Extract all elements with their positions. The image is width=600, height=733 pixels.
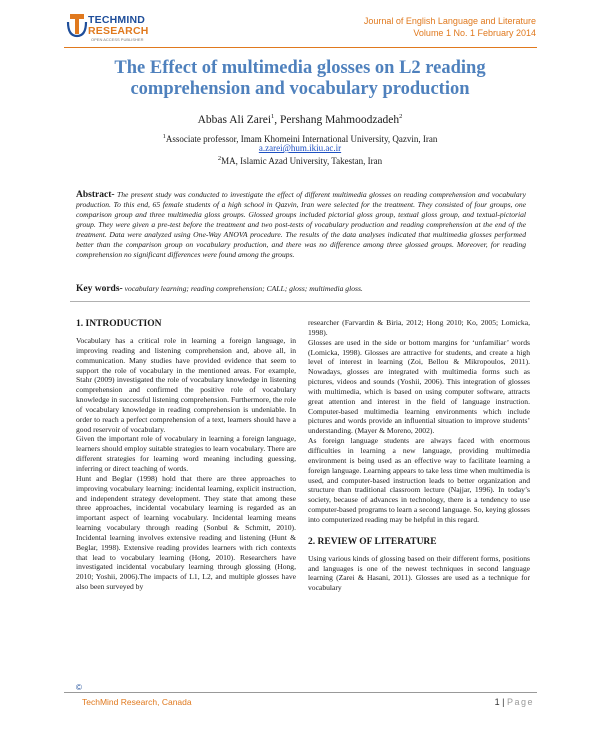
affiliation-1-text: Associate professor, Imam Khomeini International University, Qazvin, Iran bbox=[165, 134, 438, 144]
body-column-right bbox=[308, 318, 530, 593]
affiliation-2-text: MA, Islamic Azad University, Takestan, Iran bbox=[221, 156, 383, 166]
intro-paragraph-1: Vocabulary has a critical role in learning a foreign language, in improving reading and listening comprehension and, above all, in communication. Many studies have provided evidence that seem to support the role of vocabulary in the mentioned areas. For example, Stahr (2009) investigated the role of vocabulary knowledge in listening comprehension and confirmed the positive role of vocabulary knowledge in successful listening comprehension. Furthermore, the role of vocabulary knowledge in reading comprehension is undeniable. In order to reach a perfect comprehension of a text, learners should have a good reservoir of vocabulary. bbox=[76, 336, 296, 434]
journal-info bbox=[364, 15, 536, 39]
abstract-text: The present study was conducted to investigate the effect of different multimedia glosses on reading comprehension and vocabulary production. To this end, 65 female students of a high school in Qazvin, Iran were selected for the treatment. They consisted of four groups, one comparison group and three multimedia gloss groups. Glossed groups included pictorial gloss group, textual gloss group, and textual-pictorial group. They were given a pre-test before the treatment and two post-tests of vocabulary production and reading comprehension at the end of the treatment. Data were analyzed using One-Way ANOVA procedure. The results of the data analyses indicated that multimedia glosses performed better than the comparison group on vocabulary production, and there was no difference among three glossed groups. Moreover, for reading comprehension no significant differences were found among the groups. bbox=[76, 190, 526, 259]
techmind-logo-icon bbox=[66, 12, 88, 38]
author-separator: , bbox=[274, 113, 281, 126]
logo-line-1: TECHMIND bbox=[88, 14, 146, 26]
keywords bbox=[76, 284, 528, 294]
page-indicator bbox=[495, 697, 534, 707]
copyright-symbol: © bbox=[76, 683, 82, 692]
intro-paragraph-4: researcher (Farvardin & Biria, 2012; Hong 2010; Ko, 2005; Lomicka, 1998). bbox=[308, 318, 530, 337]
author-2-sup: 2 bbox=[399, 113, 403, 120]
author-email-link[interactable]: a.zarei@hum.ikiu.ac.ir bbox=[258, 143, 342, 153]
intro-paragraph-6: As foreign language students are always faced with enormous difficulties in learning a new language, providing multimedia environment is being used as an effective way to facilitate learning a foreign language. Learning appears to take less time when multimedia is used, and computer-based instruction leads to better organization and structure than traditional classroom lecture (Najjar, 1996). In today’s society, because of advances in technology, there is a tendency to use computer-based programs to learn a second language. So, keying glosses into computerized reading may be helpful in this regard. bbox=[308, 436, 530, 524]
affiliation-1-sup: 1 bbox=[162, 133, 166, 140]
section-heading-introduction: 1. INTRODUCTION bbox=[76, 319, 162, 329]
footer-divider bbox=[64, 692, 537, 693]
paper-title: The Effect of multimedia glosses on L2 reading comprehension and vocabulary production bbox=[114, 58, 486, 99]
abstract bbox=[76, 190, 526, 260]
footer-publisher: TechMind Research, Canada bbox=[82, 697, 192, 707]
intro-paragraph-2: Given the important role of vocabulary in learning a foreign language, learners should employ suitable strategies to learn vocabulary. There are different strategies for learning word meaning including guessing, inferring or direct teaching of words. bbox=[76, 434, 296, 473]
body-column-left bbox=[76, 318, 296, 592]
intro-paragraph-5: Glosses are used in the side or bottom margins for ‘unfamiliar’ words (Lomicka, 1998). Glosses are attractive for students, and create a high level of interest in learning (Zoi, Bellou & Mikropoulos, 2011). Nowadays, glosses are integrated with multimedia forms such as pictures, videos and sounds (Yoshii, 2006). This integration of glosses with multimedia, which is based on using computer software, attracts great attention and interest in the field of language instruction. Computer-based multimedia learning environments which include pictures and words provide an influential situation to improve students’ understanding. (Mayer & Moreno, 2002). bbox=[308, 337, 530, 436]
page-separator: | bbox=[499, 697, 507, 707]
author-1-sup: 1 bbox=[271, 113, 275, 120]
review-paragraph-1: Using various kinds of glossing based on their different forms, positions and languages is one of the newest techniques in second language learning (Zarei & Hasani, 2011). Glosses are used as a technique for vocabulary bbox=[308, 553, 530, 593]
keywords-heading: Key words- bbox=[76, 284, 123, 294]
logo-tagline: OPEN ACCESS PUBLISHER bbox=[91, 37, 144, 42]
keywords-text: vocabulary learning; reading comprehension; CALL; gloss; multimedia gloss. bbox=[122, 284, 363, 293]
journal-volume: Volume 1 No. 1 February 2014 bbox=[413, 28, 536, 38]
logo-line-2: RESEARCH bbox=[88, 25, 149, 37]
page-number: 1 bbox=[494, 697, 500, 707]
section-heading-review: 2. REVIEW OF LITERATURE bbox=[308, 536, 437, 547]
author-2: Pershang Mahmoodzadeh bbox=[280, 113, 400, 126]
abstract-divider bbox=[70, 301, 530, 302]
publisher-logo bbox=[66, 12, 186, 42]
affiliation-2-sup: 2 bbox=[217, 155, 222, 162]
abstract-heading: Abstract- bbox=[76, 190, 115, 200]
intro-paragraph-3: Hunt and Beglar (1998) hold that there are three approaches to improving vocabulary learning: incidental learning, explicit instruction, and independent strategy development. They state that among these three approaches, incidental vocabulary learning is regarded as an important aspect of learning vocabulary. Incidental learning means learning vocabulary through reading (Sonbul & Schmitt, 2010). Incidental learning involves extensive reading and listening (Hunt & Beglar, 1998). Extensive reading provides learners with rich contexts that lead to vocabulary learning (Hong, 2010). Researchers have investigated incidental vocabulary learning through glossing (Hong, 2010; Yoshii, 2006).The impacts of L1, L2, and multiple glosses have also been surveyed by bbox=[76, 473, 296, 592]
page-word: Page bbox=[506, 697, 534, 707]
author-list bbox=[70, 113, 530, 126]
affiliation-2 bbox=[70, 154, 530, 166]
author-1: Abbas Ali Zarei bbox=[197, 113, 272, 126]
journal-name: Journal of English Language and Literature bbox=[363, 16, 536, 26]
header-divider bbox=[64, 47, 537, 48]
